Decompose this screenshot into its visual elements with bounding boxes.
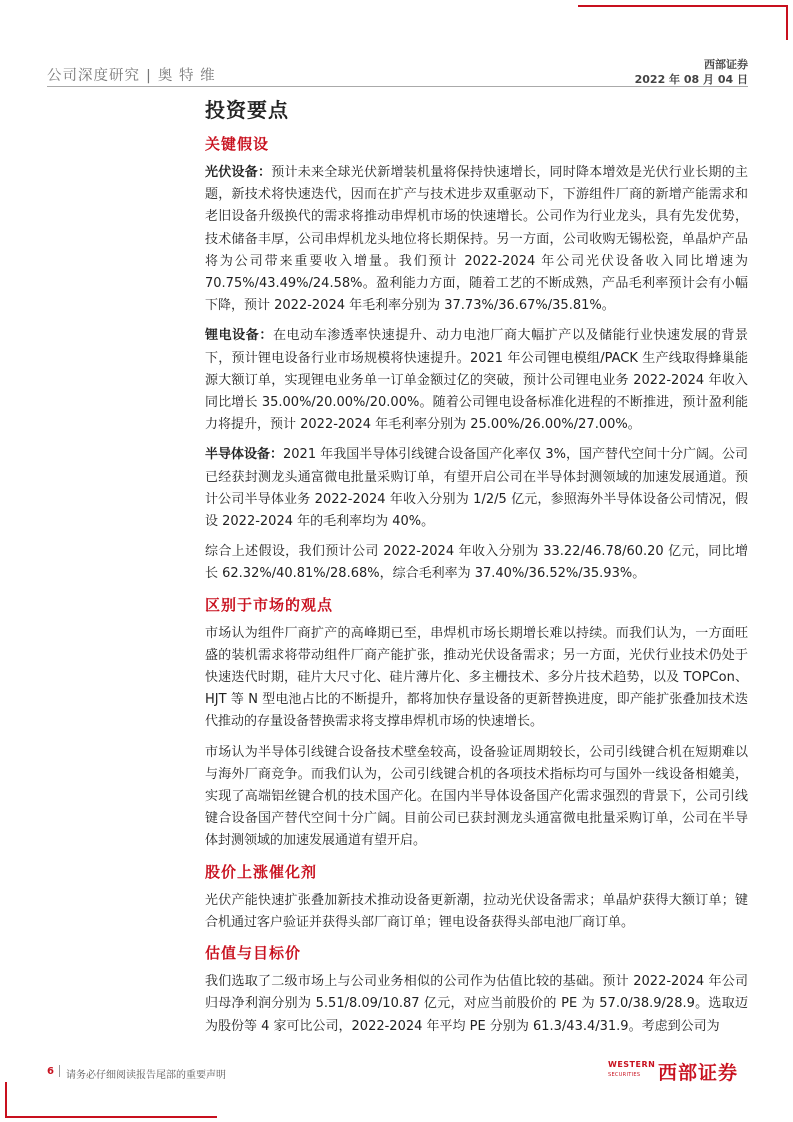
paragraph-different-view-1: 市场认为组件厂商扩产的高峰期已至，串焊机市场长期增长难以持续。而我们认为，一方面旺盛的装机需求将带动组件厂商产能扩张，推动光伏设备需求；另一方面，光伏行业技术仍处于快速迭代时期，硅片大尺寸化、硅片薄片化、多主栅技术、多分片技术趋势，以及 TOPCon、HJT 等 N 型电池占比的不断提升，都将加快存量设备的更新替换进度，即产能扩张叠加技术迭代推动的存量设备替换需求将支撑串焊机市场的快速增长。 (205, 625, 748, 730)
paragraph-different-view-2: 市场认为半导体引线键合设备技术壁垒较高，设备验证周期较长，公司引线键合机在短期难以与海外厂商竞争。而我们认为，公司引线键合机的各项技术指标均可与国外一线设备相媲美，实现了高端铝丝键合机的技术国产化。在国内半导体设备国产化需求强烈的背景下，公司引线键合设备国产替代空间十分广阔。目前公司已获封测龙头通富微电批量采购订单，公司在半导体封测领域的加速发展通道有望开启。 (205, 744, 748, 849)
paragraph-li (205, 325, 748, 436)
lead-li: 锂电设备： (205, 328, 273, 344)
paragraph-pv (205, 162, 748, 317)
corner-decoration-top-right-h (578, 5, 788, 7)
header-left (47, 64, 216, 85)
paragraph-catalysts: 光伏产能快速扩张叠加新技术推动设备更新潮，拉动光伏设备需求；单晶炉获得大额订单；键合机通过客户验证并获得头部厂商订单；锂电设备获得头部电池厂商订单。 (205, 892, 748, 930)
header-separator: | (146, 68, 152, 84)
corner-decoration-bottom-left-h (5, 1116, 217, 1118)
paragraph-summary: 综合上述假设，我们预计公司 2022-2024 年收入分别为 33.22/46.78/60.20 亿元，同比增长 62.32%/40.81%/28.68%，综合毛利率为 37.40%/36.52%/35.93%。 (205, 544, 748, 582)
paragraph-semi (205, 444, 748, 533)
report-type: 公司深度研究 (47, 68, 140, 84)
footer-separator (59, 1065, 60, 1077)
section-heading-valuation: 估值与目标价 (205, 944, 302, 963)
section-heading-catalysts: 股价上涨催化剂 (205, 862, 318, 881)
footer-disclaimer: 请务必仔细阅读报告尾部的重要声明 (66, 1070, 226, 1081)
logo-en: WESTERN (608, 1060, 656, 1069)
lead-pv: 光伏设备： (205, 165, 272, 180)
section-heading-different-view: 区别于市场的观点 (205, 595, 334, 614)
corner-decoration-top-right-v (786, 5, 788, 40)
western-securities-logo (606, 1058, 738, 1084)
logo-cn: 西部证券 (658, 1061, 739, 1084)
corner-decoration-bottom-left-v (5, 1082, 7, 1118)
main-content (205, 94, 748, 1046)
text-pv: 预计未来全球光伏新增装机量将保持快速增长，同时降本增效是光伏行业长期的主题，新技术将快速迭代，因而在扩产与技术进步双重驱动下，下游组件厂商的新增产能需求和老旧设备升级换代的需求将推动串焊机市场的快速增长。公司作为行业龙头，具有先发优势，技术储备丰厚，公司串焊机龙头地位将长期保持。另一方面，公司收购无锡松瓷，单晶炉产品将为公司带来重要收入增量。我们预计 2022-2024 年公司光伏设备收入同比增速为 70.75%/43.49%/24.58%。盈利能力方面，随着工艺的不断成熟，产品毛利率预计会有小幅下降，预计 2022-2024 年毛利率分别为 37.73%/36.67%/35.81%。 (205, 165, 748, 314)
section-heading-key-assumptions: 关键假设 (205, 135, 270, 153)
lead-semi: 半导体设备： (205, 447, 284, 463)
logo-en-sub: SECURITIES (608, 1072, 641, 1078)
header-divider (47, 86, 748, 87)
text-semi: 2021 年我国半导体引线键合设备国产化率仅 3%，国产替代空间十分广阔。公司已经获封测龙头通富微电批量采购订单，有望开启公司在半导体封测领域的加速发展通道。预计公司半导体业务 2022-2024 年收入分别为 1/2/5 亿元，参照海外半导体设备公司情况，假设 2022-2024 年的毛利率均为 40%。 (205, 447, 748, 530)
company-name: 奥 特 维 (157, 68, 216, 84)
header-brand: 西部证券 (704, 58, 748, 71)
text-li: 在电动车渗透率快速提升、动力电池厂商大幅扩产以及储能行业快速发展的背景下，预计锂电设备行业市场规模将快速提升。2021 年公司锂电模组/PACK 生产线取得蜂巢能源大额订单，实现锂电业务单一订单金额过亿的突破，预计公司锂电业务 2022-2024 年收入同比增长 35.00%/20.00%/20.00%。随着公司锂电设备标准化进程的不断推进，预计盈利能力将提升，预计 2022-2024 年毛利率分别为 25.00%/26.00%/27.00%。 (205, 328, 748, 433)
page-number: 6 (47, 1066, 54, 1077)
header-date: 2022 年 08 月 04 日 (634, 73, 748, 86)
paragraph-valuation: 我们选取了二级市场上与公司业务相似的公司作为估值比较的基础。预计 2022-2024 年公司归母净利润分别为 5.51/8.09/10.87 亿元，对应当前股价的 PE 为 57.0/38.9/28.9。选取迈为股份等 4 家可比公司，2022-2024 年平均 PE 分别为 61.3/43.4/31.9。考虑到公司为 (205, 974, 748, 1034)
logo-mark-icon (606, 1058, 654, 1084)
page-title: 投资要点 (205, 98, 289, 122)
